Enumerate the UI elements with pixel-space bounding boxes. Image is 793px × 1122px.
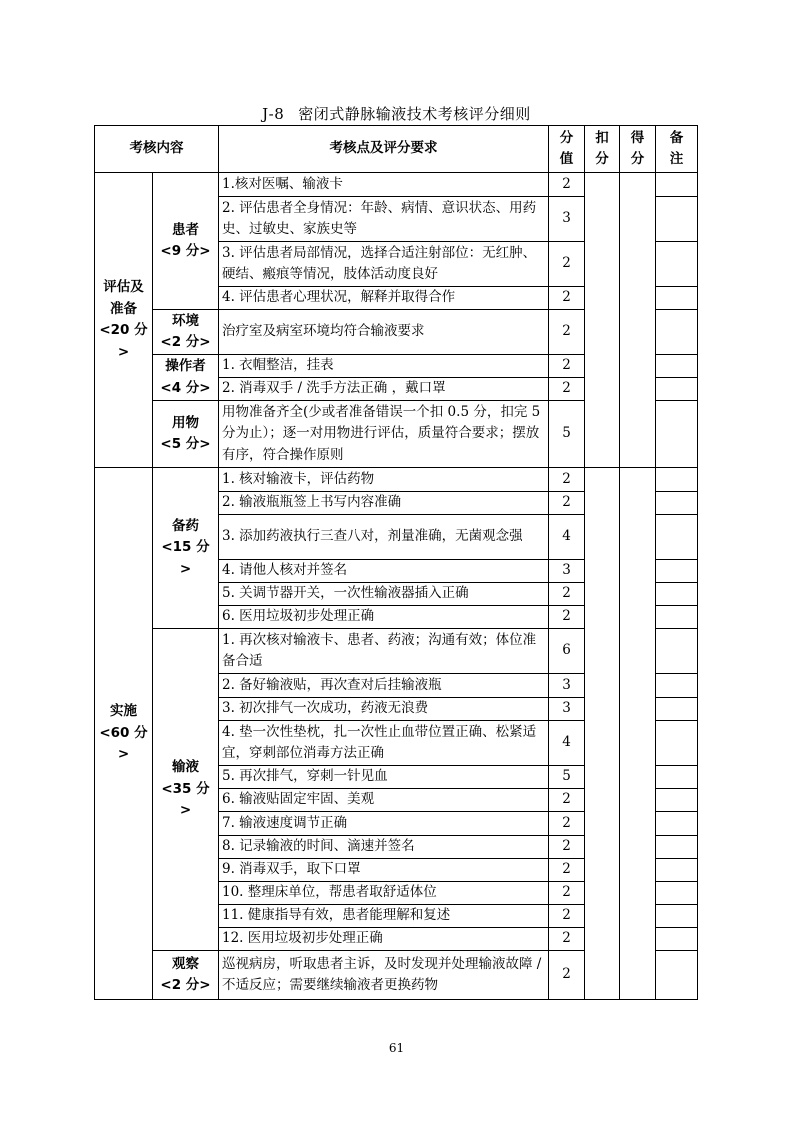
row-score: 2: [549, 310, 585, 355]
row-score: 4: [549, 721, 585, 766]
row-score: 3: [549, 197, 585, 242]
note-cell: [656, 492, 698, 515]
row-text: 5. 关调节器开关，一次性输液器插入正确: [219, 583, 549, 606]
note-cell: [656, 468, 698, 492]
row-score: 2: [549, 905, 585, 928]
row-score: 2: [549, 583, 585, 606]
row-score: 2: [549, 492, 585, 515]
row-text: 2. 评估患者全身情况：年龄、病情、意识状态、用药史、过敏史、家族史等: [219, 197, 549, 242]
got-cell: [620, 173, 656, 468]
header-requirements: 考核点及评分要求: [219, 126, 549, 173]
group-infusion: 输液 <35 分>: [153, 629, 219, 951]
row-score: 2: [549, 928, 585, 951]
row-text: 9. 消毒双手，取下口罩: [219, 859, 549, 882]
row-text: 12. 医用垃圾初步处理正确: [219, 928, 549, 951]
table-row: [95, 468, 698, 492]
scoring-table: [94, 125, 698, 1000]
row-score: 3: [549, 560, 585, 583]
section-prep: 评估及 准备 <20 分>: [95, 173, 153, 468]
note-cell: [656, 928, 698, 951]
row-text: 3. 初次排气一次成功，药液无浪费: [219, 698, 549, 721]
note-cell: [656, 401, 698, 468]
note-cell: [656, 859, 698, 882]
note-cell: [656, 606, 698, 629]
note-cell: [656, 674, 698, 698]
row-text: 治疗室及病室环境均符合输液要求: [219, 310, 549, 355]
row-text: 8. 记录输液的时间、滴速并签名: [219, 836, 549, 859]
row-score: 2: [549, 882, 585, 905]
row-score: 2: [549, 606, 585, 629]
group-drug: 备药 <15 分>: [153, 468, 219, 629]
row-text: 1.核对医嘱、输液卡: [219, 173, 549, 197]
header-content: 考核内容: [95, 126, 219, 173]
row-score: 5: [549, 401, 585, 468]
row-text: 7. 输液速度调节正确: [219, 812, 549, 836]
deduct-cell: [585, 173, 620, 468]
row-score: 2: [549, 468, 585, 492]
note-cell: [656, 905, 698, 928]
row-text: 1. 核对输液卡，评估药物: [219, 468, 549, 492]
row-text: 巡视病房，听取患者主诉，及时发现并处理输液故障 / 不适反应；需要继续输液者更换药物: [219, 951, 549, 1000]
header-got: 得 分: [620, 126, 656, 173]
section-impl: 实施 <60 分>: [95, 468, 153, 1000]
group-observe: 观察 <2 分>: [153, 951, 219, 1000]
row-score: 2: [549, 836, 585, 859]
row-text: 11. 健康指导有效，患者能理解和复述: [219, 905, 549, 928]
row-text: 2. 输液瓶瓶签上书写内容准确: [219, 492, 549, 515]
group-env: 环境 <2 分>: [153, 310, 219, 355]
header-row: [95, 126, 698, 173]
title-code: J-8: [262, 105, 285, 123]
row-text: 3. 评估患者局部情况，选择合适注射部位：无红肿、硬结、瘢痕等情况，肢体活动度良好: [219, 242, 549, 287]
note-cell: [656, 242, 698, 287]
got-cell: [620, 468, 656, 1000]
note-cell: [656, 836, 698, 859]
header-score: 分 值: [549, 126, 585, 173]
row-text: 2. 备好输液贴，再次查对后挂输液瓶: [219, 674, 549, 698]
row-score: 2: [549, 789, 585, 812]
title-text: 密闭式静脉输液技术考核评分细则: [298, 105, 531, 123]
header-deduct: 扣 分: [585, 126, 620, 173]
note-cell: [656, 515, 698, 560]
note-cell: [656, 789, 698, 812]
row-score: 2: [549, 812, 585, 836]
page-number: 61: [388, 1041, 405, 1055]
note-cell: [656, 310, 698, 355]
note-cell: [656, 812, 698, 836]
row-score: 2: [549, 242, 585, 287]
row-text: 2. 消毒双手 / 洗手方法正确 ，戴口罩: [219, 378, 549, 401]
group-supplies: 用物 <5 分>: [153, 401, 219, 468]
row-score: 2: [549, 173, 585, 197]
row-text: 4. 请他人核对并签名: [219, 560, 549, 583]
note-cell: [656, 698, 698, 721]
row-text: 用物准备齐全(少或者准备错误一个扣 0.5 分，扣完 5 分为止）；逐一对用物进行评估，质量符合要求；摆放有序，符合操作原则: [219, 401, 549, 468]
row-text: 1. 衣帽整洁，挂表: [219, 355, 549, 378]
group-operator: 操作者 <4 分>: [153, 355, 219, 401]
note-cell: [656, 173, 698, 197]
note-cell: [656, 197, 698, 242]
note-cell: [656, 287, 698, 310]
row-text: 3. 添加药液执行三查八对，剂量准确，无菌观念强: [219, 515, 549, 560]
row-score: 3: [549, 674, 585, 698]
header-note: 备 注: [656, 126, 698, 173]
row-score: 2: [549, 287, 585, 310]
row-score: 2: [549, 378, 585, 401]
row-score: 4: [549, 515, 585, 560]
row-text: 10. 整理床单位，帮患者取舒适体位: [219, 882, 549, 905]
note-cell: [656, 951, 698, 1000]
row-text: 6. 输液贴固定牢固、美观: [219, 789, 549, 812]
row-score: 2: [549, 355, 585, 378]
row-text: 1. 再次核对输液卡、患者、药液；沟通有效；体位准备合适: [219, 629, 549, 674]
row-text: 4. 垫一次性垫枕，扎一次性止血带位置正确、松紧适宜，穿刺部位消毒方法正确: [219, 721, 549, 766]
note-cell: [656, 378, 698, 401]
deduct-cell: [585, 468, 620, 1000]
note-cell: [656, 629, 698, 674]
document-title: [0, 103, 793, 124]
note-cell: [656, 721, 698, 766]
row-score: 2: [549, 859, 585, 882]
note-cell: [656, 560, 698, 583]
group-patient: 患者 <9 分>: [153, 173, 219, 310]
row-score: 5: [549, 766, 585, 789]
note-cell: [656, 583, 698, 606]
row-score: 3: [549, 698, 585, 721]
table-row: [95, 173, 698, 197]
row-score: 2: [549, 951, 585, 1000]
row-score: 6: [549, 629, 585, 674]
row-text: 5. 再次排气，穿刺一针见血: [219, 766, 549, 789]
note-cell: [656, 882, 698, 905]
row-text: 6. 医用垃圾初步处理正确: [219, 606, 549, 629]
note-cell: [656, 766, 698, 789]
note-cell: [656, 355, 698, 378]
row-text: 4. 评估患者心理状况，解释并取得合作: [219, 287, 549, 310]
